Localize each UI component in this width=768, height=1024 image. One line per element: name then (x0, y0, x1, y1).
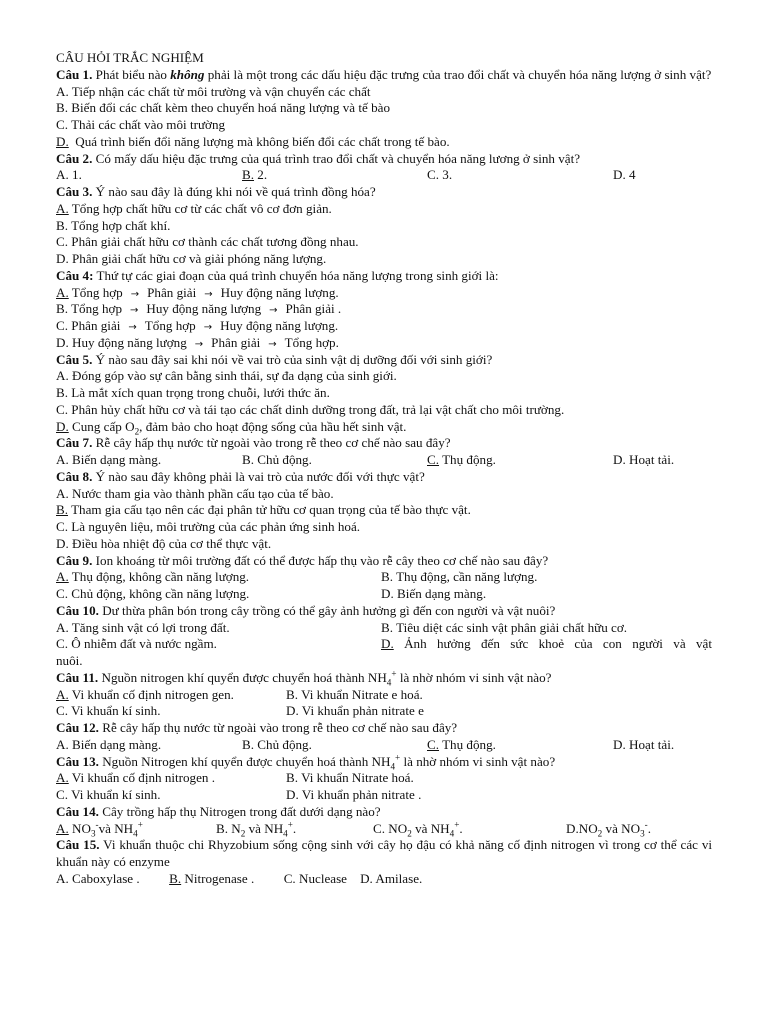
option-c: C. Phân giải chất hữu cơ thành các chất tương đồng nhau. (56, 234, 359, 250)
option-a: A. Nước tham gia vào thành phần cấu tạo của tế bào. (56, 485, 334, 501)
arrow-icon: → (269, 305, 278, 317)
option-a-correct: A. Tổng hợp → Phân giải → Huy động năng lượng. (56, 284, 339, 300)
option-b: B. Là mắt xích quan trọng trong chuỗi, lưới thức ăn. (56, 385, 330, 400)
question-11-options-row1 (56, 687, 712, 704)
option-b: B. Tiêu diệt các sinh vật phân giải chất hữu cơ. (381, 619, 628, 635)
question-13: Câu 13. Nguồn Nitrogen khí quyển được chuyển hoá thành $NH_4^+$ là nhờ nhóm vi sinh vật nào? (56, 752, 556, 772)
question-13-options-row2 (56, 787, 712, 804)
option-c: C. Chủ động, không cần năng lượng. (56, 586, 250, 601)
option-a: A. Tiếp nhận các chất từ môi trường và vận chuyển các chất (56, 83, 371, 99)
option-d: D. Amilase. (360, 870, 423, 886)
option-c: C. Phân hủy chất hữu cơ và tái tạo các chất dinh dưỡng trong đất, trả lại vật chất cho môi trường. (56, 401, 565, 417)
option-c-correct: C. Thụ động. (427, 736, 496, 752)
option-b: B. Tổng hợp chất khí. (56, 217, 171, 233)
option-c: C. $NO_2$ và $NH_4^+$. (373, 819, 463, 839)
option-a: A. 1. (56, 167, 82, 183)
option-b: B. Chủ động. (242, 736, 312, 752)
option-b-correct: B. Tham gia cấu tạo nên các đại phân tử hữu cơ quan trọng của tế bào thực vật. (56, 502, 471, 518)
arrow-icon: → (194, 338, 204, 350)
option-b: B. Vi khuẩn Nitrate hoá. (286, 770, 414, 786)
option-d: D. Biến dạng màng. (381, 586, 487, 601)
option-a-correct: A. Thụ động, không cần năng lượng. (56, 569, 250, 585)
option-d: D. Hoạt tải. (613, 736, 675, 752)
question-9: Câu 9. Ion khoáng từ môi trường đất có thể được hấp thụ vào rễ cây theo cơ chế nào sau đây? (56, 552, 549, 568)
arrow-icon: → (203, 322, 213, 333)
question-10-options-row2 (56, 636, 712, 653)
option-d: $D.NO_2$ và $NO_3^-$. (566, 819, 651, 839)
option-c: C. Vi khuẩn kí sinh. (56, 703, 161, 719)
question-4: Câu 4: Thứ tự các giai đoạn của quá trình chuyển hóa năng lượng trong sinh giới là: (56, 267, 499, 283)
option-c: C. Ô nhiễm đất và nước ngầm. (56, 636, 217, 652)
option-a-correct: A. $NO_3^-và$ $NH_4^+$ (56, 819, 143, 839)
option-c: C. Vi khuẩn kí sinh. (56, 787, 161, 802)
emphasis-text: không (170, 66, 205, 82)
arrow-icon: → (268, 338, 277, 350)
option-c: C. Nuclease (283, 870, 347, 886)
question-10-options-row1 (56, 620, 712, 637)
question-14: Câu 14. Cây trồng hấp thụ Nitrogen trong đất dưới dạng nào? (56, 803, 381, 819)
option-b-correct: B. Nitrogenase . (169, 870, 255, 886)
option-a: A. Biến dạng màng. (56, 452, 162, 467)
option-d: D. 4 (613, 167, 636, 183)
question-11: Câu 11. Nguồn nitrogen khí quyển được chuyển hoá thành $NH_4^+$ là nhờ nhóm vi sinh vật nào? (56, 668, 552, 688)
option-d: D. Hoạt tải. (613, 452, 675, 467)
option-c: C. 3. (427, 167, 453, 183)
option-b: B. Vi khuẩn Nitrate e hoá. (286, 686, 423, 702)
page-heading: CÂU HỎI TRẮC NGHIỆM (56, 50, 204, 65)
option-a: A. Đóng góp vào sự cân bằng sinh thái, sự đa dạng của sinh giới. (56, 368, 397, 384)
question-3: Câu 3. Ý nào sau đây là đúng khi nói về quá trình đồng hóa? (56, 184, 376, 199)
option-b: B. $N_2$ và $NH_4^+$. (216, 819, 297, 839)
option-b: B. Biến đổi các chất kèm theo chuyển hoá năng lượng và tế bào (56, 100, 391, 116)
question-15-options (56, 871, 712, 888)
question-7-options (56, 452, 712, 469)
option-b: B. Chủ động. (242, 452, 312, 467)
option-a-correct: A. Tổng hợp chất hữu cơ từ các chất vô cơ đơn giản. (56, 200, 332, 216)
question-13-options-row1 (56, 770, 712, 787)
option-d-correct: D. Quá trình biến đổi năng lượng mà không biến đổi các chất trong tế bào. (56, 133, 450, 149)
question-2-options (56, 167, 712, 184)
option-a: A. Tăng sinh vật có lợi trong đất. (56, 619, 230, 635)
option-d: D. Vi khuẩn phản nitrate e (286, 703, 424, 719)
arrow-icon: → (130, 305, 139, 317)
option-a-correct: A. Vi khuẩn cố định nitrogen gen. (56, 686, 234, 702)
option-a: A. Biến dạng màng. (56, 736, 162, 752)
question-15: Câu 15. Vi khuẩn thuộc chi Rhyzobium sống cộng sinh với cây họ đậu có khả năng cố định nitrogen vì trong cơ thể các vi khuẩn này có enzyme (56, 837, 712, 869)
option-a-correct: A. Vi khuẩn cố định nitrogen . (56, 770, 216, 786)
option-c: C. Thải các chất vào môi trường (56, 117, 226, 132)
question-11-options-row2 (56, 703, 712, 720)
option-d-correct: D. Cung cấp $O_2$, đảm bảo cho hoạt động sống của hầu hết sinh vật. (56, 418, 407, 437)
option-b: B. Thụ động, cần năng lượng. (381, 569, 538, 585)
option-b-correct: B. 2. (242, 167, 268, 183)
question-9-options-row1 (56, 569, 712, 586)
arrow-icon: → (130, 288, 140, 300)
question-5: Câu 5. Ý nào sau đây sai khi nói về vai trò của sinh vật dị dưỡng đối với sinh giới? (56, 351, 493, 367)
option-a: A. Caboxylase . (56, 870, 140, 886)
option-c: C. Là nguyên liệu, môi trường của các phản ứng sinh hoá. (56, 519, 361, 534)
question-number: Câu 1. (56, 66, 93, 82)
arrow-icon: → (204, 288, 213, 300)
document-page (56, 50, 712, 888)
option-d: D. Huy động năng lượng → Phân giải → Tổng hợp. (56, 334, 339, 350)
question-2: Câu 2. Có mấy dấu hiệu đặc trưng của quá trình trao đổi chất và chuyển hóa năng lương ở sinh vật? (56, 150, 581, 166)
question-14-options (56, 821, 712, 838)
question-12: Câu 12. Rễ cây hấp thụ nước từ ngoài vào trong rễ theo cơ chế nào sau đây? (56, 720, 458, 735)
question-9-options-row2 (56, 586, 712, 603)
option-c: C. Phân giải → Tổng hợp → Huy động năng lượng. (56, 318, 339, 333)
option-d: D. Vi khuẩn phản nitrate . (286, 787, 422, 802)
option-d-correct: D. Ảnh hưởng đến sức khoẻ của con người và vật (381, 636, 712, 652)
option-d: D. Phân giải chất hữu cơ và giải phóng năng lượng. (56, 251, 327, 266)
option-d-continuation: nuôi. (56, 653, 83, 668)
question-1: Câu 1. Phát biểu nào không phải là một trong các dấu hiệu đặc trưng của trao đổi chất và chuyển hóa năng lượng ở sinh vật? (56, 66, 712, 82)
question-10: Câu 10. Dư thừa phân bón trong cây trồng có thể gây ảnh hưởng gì đến con người và vật nuôi? (56, 602, 556, 618)
question-8: Câu 8. Ý nào sau đây không phải là vai trò của nước đối với thực vật? (56, 468, 425, 484)
option-d: D. Điều hòa nhiệt độ của cơ thể thực vật. (56, 535, 272, 551)
arrow-icon: → (128, 322, 137, 333)
option-c-correct: C. Thụ động. (427, 452, 496, 467)
option-b: B. Tổng hợp → Huy động năng lượng → Phân giải . (56, 301, 342, 317)
question-12-options (56, 737, 712, 754)
question-7: Câu 7. Rễ cây hấp thụ nước từ ngoài vào trong rễ theo cơ chế nào sau đây? (56, 435, 451, 451)
